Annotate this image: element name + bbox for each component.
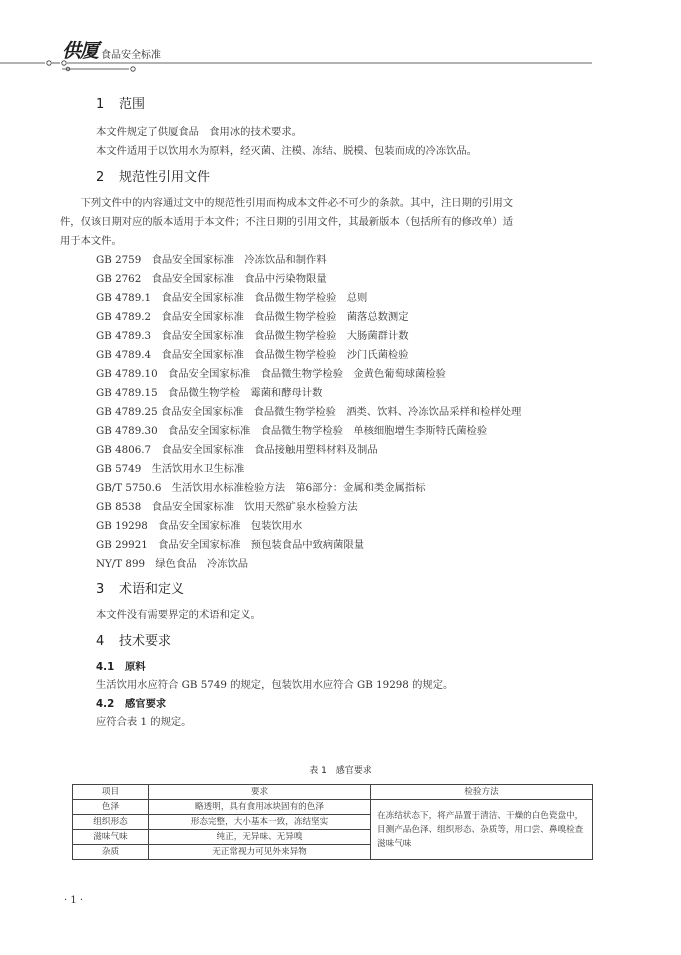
table-cell-requirement: 无正常视力可见外来异物 xyxy=(149,845,371,860)
section-1-heading: 1 范围 xyxy=(96,97,146,112)
page-number: · 1 · xyxy=(64,895,84,906)
reference-item: GB 2762 食品安全国家标准 食品中污染物限量 xyxy=(96,273,327,285)
table-cell-item: 杂质 xyxy=(73,845,149,860)
table-cell-requirement: 略透明，具有食用冰块固有的色泽 xyxy=(149,800,371,815)
reference-item: NY/T 899 绿色食品 冷冻饮品 xyxy=(96,558,249,570)
table-header-cell: 项目 xyxy=(73,785,149,800)
table-cell-requirement: 形态完整，大小基本一致，冻结坚实 xyxy=(149,815,371,830)
section-4-heading: 4 技术要求 xyxy=(96,634,172,649)
page-header xyxy=(0,0,681,80)
table-cell-item: 色泽 xyxy=(73,800,149,815)
table-header-cell: 检验方法 xyxy=(371,785,593,800)
brand-logo-text: 供厦 xyxy=(62,40,99,62)
table-cell-item: 组织形态 xyxy=(73,815,149,830)
table-cell-item: 滋味气味 xyxy=(73,830,149,845)
reference-item: GB 29921 食品安全国家标准 预包装食品中致病菌限量 xyxy=(96,539,365,551)
reference-item: GB 4806.7 食品安全国家标准 食品接触用塑料材料及制品 xyxy=(96,444,378,456)
subsection-4-1-heading: 4.1 原料 xyxy=(96,661,146,673)
reference-item: GB 4789.25 食品安全国家标准 食品微生物学检验 酒类、饮料、冷冻饮品采样和检样处理 xyxy=(96,406,522,418)
table-cell-method: 在冻结状态下，将产品置于清洁、干燥的白色瓷盘中，目测产品色泽、组织形态、杂质等，用口尝、鼻嗅检查滋味气味 xyxy=(371,800,593,860)
normative-reference-list xyxy=(96,251,592,574)
reference-item: GB 5749 生活饮用水卫生标准 xyxy=(96,463,245,475)
table-header-row xyxy=(73,785,593,800)
table-cell-requirement: 纯正，无异味、无异嗅 xyxy=(149,830,371,845)
section-3-paragraph: 本文件没有需要界定的术语和定义。 xyxy=(96,609,261,621)
reference-item: GB 19298 食品安全国家标准 包装饮用水 xyxy=(96,520,303,532)
reference-item: GB 4789.15 食品微生物学检 霉菌和酵母计数 xyxy=(96,387,323,399)
reference-item: GB 4789.4 食品安全国家标准 食品微生物学检验 沙门氏菌检验 xyxy=(96,349,409,361)
brand-subtitle: 食品安全标准 xyxy=(101,50,162,61)
header-rule xyxy=(0,0,681,80)
reference-item: GB 4789.1 食品安全国家标准 食品微生物学检验 总则 xyxy=(96,292,368,304)
reference-item: GB 2759 食品安全国家标准 冷冻饮品和制作料 xyxy=(96,254,327,266)
section-1-paragraph-2: 本文件适用于以饮用水为原料，经灭菌、注模、冻结、脱模、包装而成的冷冻饮品。 xyxy=(96,145,477,157)
sensory-requirements-table xyxy=(72,784,593,860)
subsection-4-2-heading: 4.2 感官要求 xyxy=(96,698,167,710)
reference-item: GB/T 5750.6 生活饮用水标准检验方法 第6部分：金属和类金属指标 xyxy=(96,482,426,494)
reference-item: GB 4789.3 食品安全国家标准 食品微生物学检验 大肠菌群计数 xyxy=(96,330,409,342)
reference-item: GB 4789.10 食品安全国家标准 食品微生物学检验 金黄色葡萄球菌检验 xyxy=(96,368,446,380)
section-3-heading: 3 术语和定义 xyxy=(96,582,185,597)
section-1-paragraph-1: 本文件规定了供厦食品 食用冰的技术要求。 xyxy=(96,126,302,138)
table-caption: 表 1 感官要求 xyxy=(309,766,372,776)
section-2-intro: 下列文件中的内容通过文中的规范性引用而构成本文件必不可少的条款。其中，注日期的引用文 件，仅该日期对应的版本适用于本文件；不注日期的引用文件，其最新版本（包括所有的修改单）适 用于本文件。 xyxy=(60,197,514,247)
reference-item: GB 4789.30 食品安全国家标准 食品微生物学检验 单核细胞增生李斯特氏菌检验 xyxy=(96,425,488,437)
table-row xyxy=(73,800,593,815)
subsection-4-1-text: 生活饮用水应符合 GB 5749 的规定，包装饮用水应符合 GB 19298 的规定。 xyxy=(96,679,454,691)
section-2-heading: 2 规范性引用文件 xyxy=(96,170,211,185)
subsection-4-2-text: 应符合表 1 的规定。 xyxy=(96,716,192,728)
reference-item: GB 8538 食品安全国家标准 饮用天然矿泉水检验方法 xyxy=(96,501,358,513)
table-header-cell: 要求 xyxy=(149,785,371,800)
document-body xyxy=(60,95,592,732)
reference-item: GB 4789.2 食品安全国家标准 食品微生物学检验 菌落总数测定 xyxy=(96,311,409,323)
